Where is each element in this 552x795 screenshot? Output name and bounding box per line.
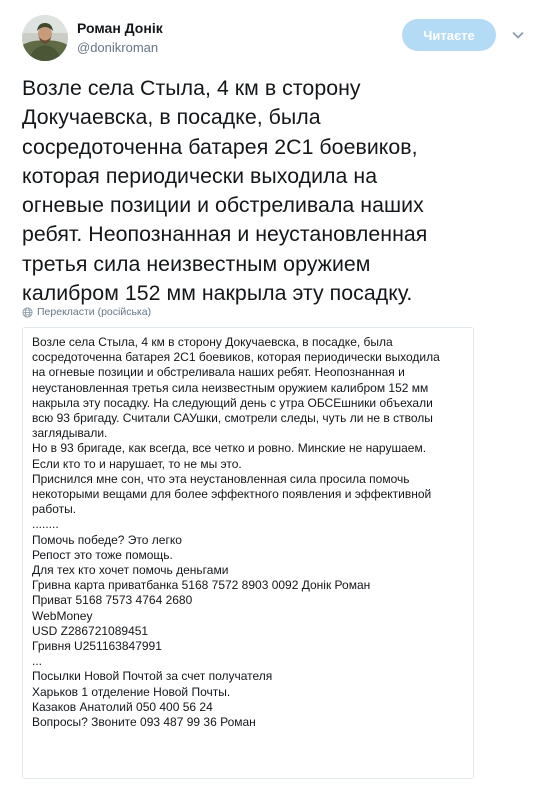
author-name[interactable]: Роман Донік: [77, 20, 163, 36]
author-handle[interactable]: @donikroman: [77, 40, 159, 55]
avatar[interactable]: [22, 15, 68, 61]
user-avatar-photo-icon: [22, 15, 68, 61]
globe-icon: [22, 307, 33, 318]
tweet-text: Возле села Стыла, 4 км в сторону Докучаевска, в посадке, была сосредоточенна батарея 2С1 боевиков, которая периодически выходила на огневые позиции и обстреливала наших ребят. Неопознанная и неустановленная третья сила неизвестным оружием калибром 152 мм накрыла эту посадку.: [22, 76, 428, 306]
chevron-down-icon[interactable]: [510, 27, 526, 43]
tweet-header: [20, 14, 532, 62]
translate-label: Перекласти (російська): [37, 306, 152, 318]
following-button[interactable]: Читаєте: [402, 19, 496, 51]
translate-link[interactable]: [22, 304, 151, 320]
translation-text-box: Возле села Стыла, 4 км в сторону Докучаевска, в посадке, была сосредоточенна батарея 2С1 боевиков, которая периодически выходила на огневые позиции и обстреливала наших ребят. Неопознанная и неустановленная третья сила неизвестным оружием калибром 152 мм накрыла эту посадку. На следующий день с утра ОБСЕшники объехали всю 93 бригаду. Считали САУшки, смотрели следы, чуть ли не в стволы заглядывали. Но в 93 бригаде, как всегда, все четко и ровно. Минские не нарушаем. Если кто то и нарушает, то не мы это. Приснился мне сон, что эта неустановленная сила просила помочь некоторыми вещами для более эффектного появления и эффективной работы. ........ Помочь победе? Это легко Репост это тоже помощь. Для тех кто хочет помочь деньгами Гривна карта приватбанка 5168 7572 8903 0092 Донік Роман Приват 5168 7573 4764 2680 WebMoney USD Z286721089451 Гривня U251163847991 ... Посылки Новой Почтой за счет получателя Харьков 1 отделение Новой Почты. Казаков Анатолий 050 400 56 24 Вопросы? Звоните 093 487 99 36 Роман: [22, 327, 474, 779]
